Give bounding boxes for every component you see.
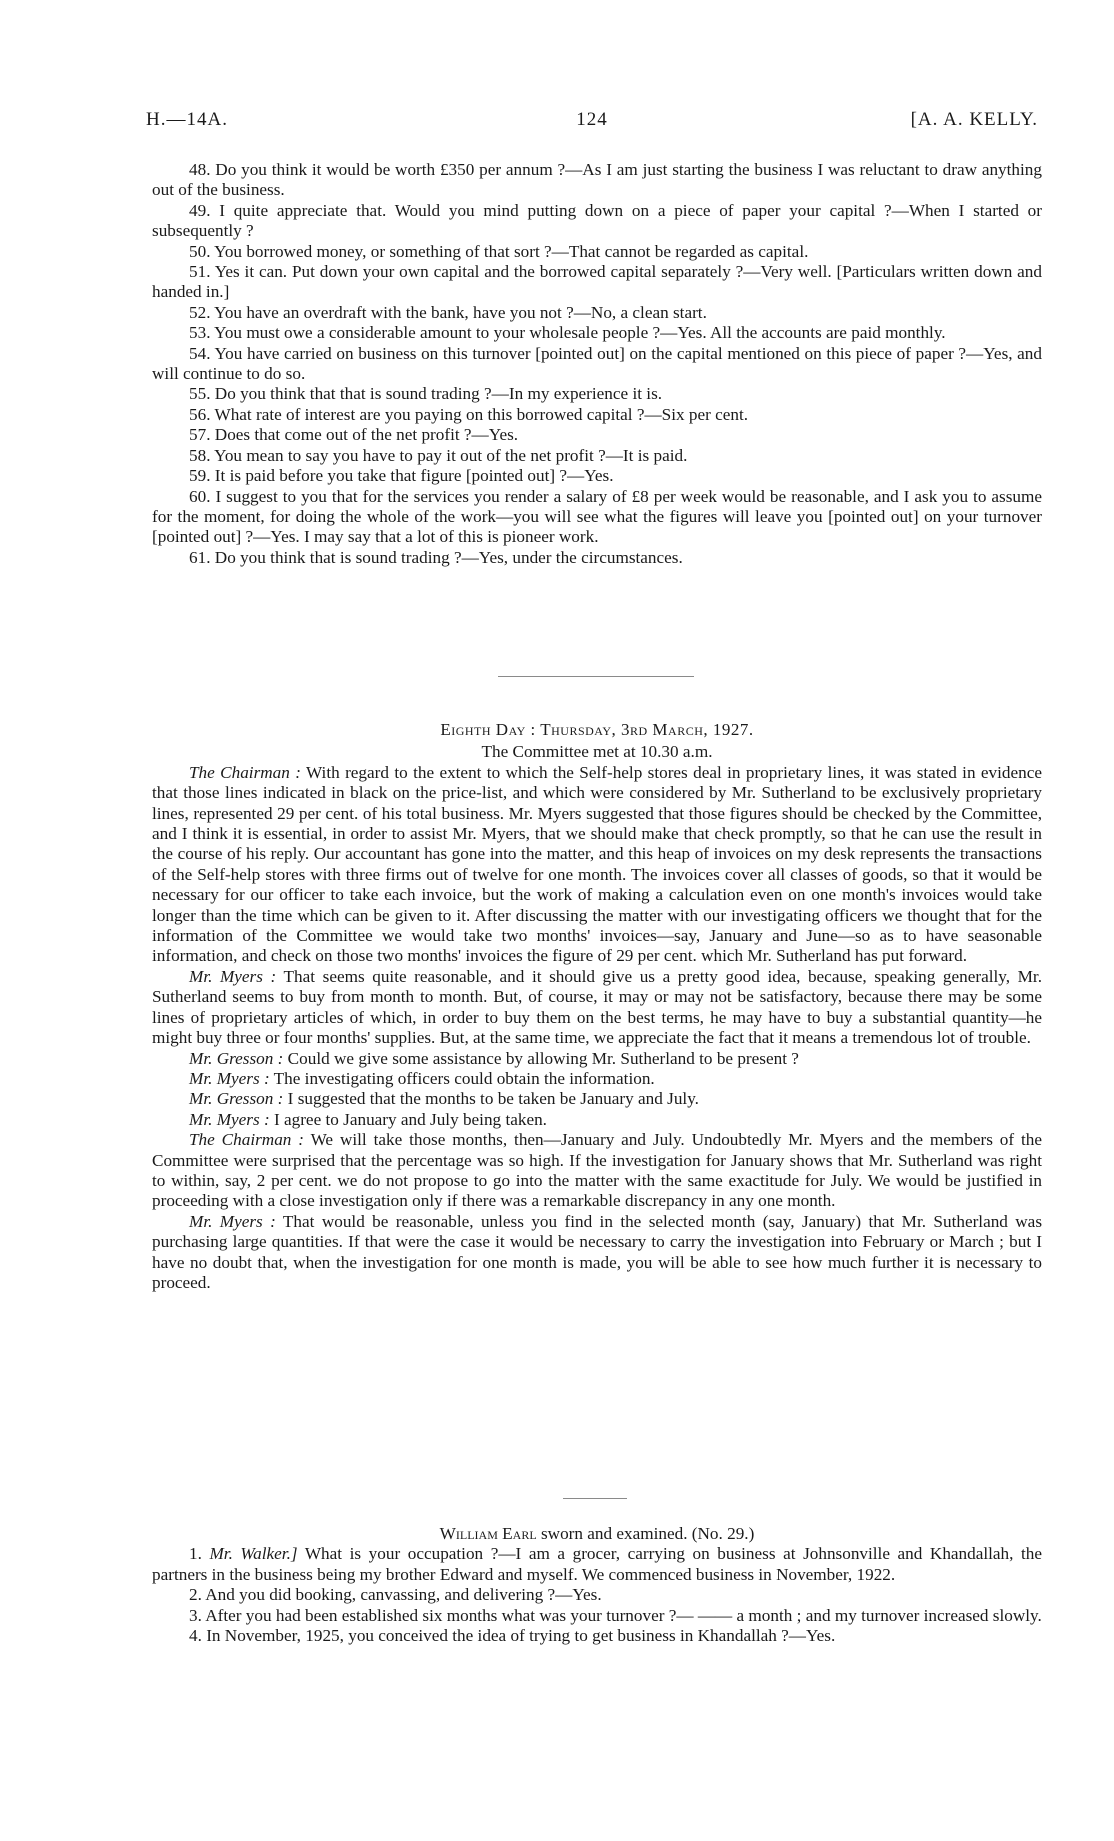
speech-text: That seems quite reasonable, and it should give us a pretty good idea, because, speaking generally, Mr. Sutherland seems to buy from month to month. But, of course, it may or may not be satisfactory, because there may be some lines of proprietary articles of which, in order to buy them on the best terms, he may have to buy a substantial quantity—he might buy three or four months' supplies. But, at the same time, we appreciate the fact that it means a tremendous lot of trouble. [152,966,1042,1048]
qa-line: 57. Does that come out of the net profit ?—Yes. [189,425,519,445]
section-divider [498,676,694,677]
speaker-label: Mr. Gresson : [189,1089,284,1109]
speech-text: Could we give some assistance by allowing Mr. Sutherland to be present ? [283,1048,799,1068]
speech-paragraph [152,967,1042,1049]
qa-line: 61. Do you think that is sound trading ?—Yes, under the circumstances. [189,547,683,567]
page-header [146,110,1038,134]
speech-paragraph [152,1089,1042,1109]
qa-line: 58. You mean to say you have to pay it out of the net profit ?—It is paid. [189,445,688,465]
speech-text: The investigating officers could obtain the information. [269,1068,655,1088]
qa-line: 3. After you had been established six months what was your turnover ?— —— a month ; and my turnover increased slowly. [189,1605,1042,1625]
speech-text: I agree to January and July being taken. [269,1109,547,1129]
speech-text: With regard to the extent to which the Self-help stores deal in proprietary lines, it was stated in evidence that those lines indicated in black on the price-list, and which were considered by Mr. Sutherland to be exclusively proprietary lines, represented 29 per cent. of his total business. Mr. Myers suggested that those figures should be checked by the Committee, and I think it is essential, in order to assist Mr. Myers, that we should make that check promptly, so that he can use the result in the course of his reply. Our accountant has gone into the matter, and this heap of invoices on my desk represents the transactions of the Self-help stores with three firms out of twelve for one month. The invoices cover all classes of goods, so that it would be necessary for our officer to take each invoice, but the work of making a calculation even on one month's invoices would take longer than the time which can be given to it. After discussing the matter with our investigating officers we thought that for the information of the Committee we would take two months' invoices—say, January and June—so as to have seasonable information, and check on those two months' invoices the figure of 29 per cent. which Mr. Sutherland has put forward. [152,762,1042,966]
qa-line: 52. You have an overdraft with the bank, have you not ?—No, a clean start. [189,302,707,322]
speaker-label: Mr. Myers : [189,1068,270,1088]
examiner-label: Mr. Walker.] [209,1544,298,1564]
speaker-label: The Chairman : [189,762,301,782]
qa-line: 48. Do you think it would be worth £350 per annum ?—As I am just starting the business I was reluctant to draw anything out of the business. [152,160,1042,200]
meeting-time: The Committee met at 10.30 a.m. [481,742,713,762]
speaker-label: Mr. Myers : [189,966,277,986]
speaker-label: Mr. Myers : [189,1211,276,1231]
header-witness: [A. A. KELLY. [910,109,1038,130]
qa-line: 59. It is paid before you take that figure [pointed out] ?—Yes. [189,466,614,486]
speaker-label: Mr. Myers : [189,1109,270,1129]
question-text: What is your occupation ?—I am a grocer, carrying on business at Johnsonville and Khandallah, the partners in the business being my brother Edward and myself. We commenced business in November, 1922. [152,1544,1043,1584]
qa-line: 4. In November, 1925, you conceived the idea of trying to get business in Khandallah ?—Yes. [189,1626,836,1646]
speech-paragraph [152,763,1042,967]
speech-paragraph [152,1212,1042,1294]
qa-line: 2. And you did booking, canvassing, and delivering ?—Yes. [189,1585,602,1605]
section-divider-short [563,1498,627,1499]
speech-paragraph [152,1069,1042,1089]
speech-paragraph [152,1049,1042,1069]
qa-line: 55. Do you think that that is sound trading ?—In my experience it is. [189,384,663,404]
speech-text: We will take those months, then—January and July. Undoubtedly Mr. Myers and the members of the Committee were surprised that the percentage was so high. If the investigation for January shows that Mr. Sutherland was right to within, say, 2 per cent. we do not propose to go into the matter with the same exactitude for July. We would be justified in proceeding with a close investigation only if there was a remarkable discrepancy in any one month. [152,1130,1042,1211]
qa-line: 53. You must owe a considerable amount to your wholesale people ?—Yes. All the accounts are paid monthly. [189,323,946,343]
page-number: 124 [576,109,608,130]
qa-section [152,160,1042,568]
qa-line: 49. I quite appreciate that. Would you mind putting down on a piece of paper your capital ?—When I started or subsequently ? [152,200,1042,241]
header-series: H.—14A. [146,109,228,130]
speaker-label: Mr. Gresson : [189,1048,284,1068]
speech-paragraph [152,1130,1042,1212]
speech-text: That would be reasonable, unless you find in the selected month (say, January) that Mr. Sutherland was purchasing large quantities. If that were the case it would be necessary to carry the investigation into February or March ; but I have no doubt that, when the investigation for one month is made, you will be able to see how much further it is necessary to proceed. [152,1211,1043,1292]
speech-text: I suggested that the months to be taken be January and July. [283,1089,699,1109]
question-number: 1. [189,1544,210,1564]
qa-line: 54. You have carried on business on this turnover [pointed out] on the capital mentioned on this piece of paper ?—Yes, and will continue to do so. [152,343,1042,384]
qa-line [152,1544,1042,1585]
qa-line: 50. You borrowed money, or something of that sort ?—That cannot be regarded as capital. [189,241,809,261]
witness-section [152,1524,1042,1646]
witness-heading [152,1524,1042,1544]
qa-line: 60. I suggest to you that for the services you render a salary of £8 per week would be reasonable, and I ask you to assume for the moment, for doing the whole of the work—you will see what the figures will leave you [pointed out] on your turnover [pointed out] ?—Yes. I may say that a lot of this is pioneer work. [152,486,1042,547]
day-heading: Eighth Day : Thursday, 3rd March, 1927. [440,720,754,739]
witness-name: William Earl [439,1524,537,1543]
witness-heading-text: sworn and examined. (No. 29.) [536,1524,755,1543]
speaker-label: The Chairman : [189,1130,304,1150]
qa-line: 56. What rate of interest are you paying on this borrowed capital ?—Six per cent. [189,404,749,424]
speech-paragraph [152,1110,1042,1130]
qa-line: 51. Yes it can. Put down your own capital and the borrowed capital separately ?—Very well. [Particulars written down and handed in.] [152,262,1042,302]
eighth-day-section [152,720,1042,1293]
